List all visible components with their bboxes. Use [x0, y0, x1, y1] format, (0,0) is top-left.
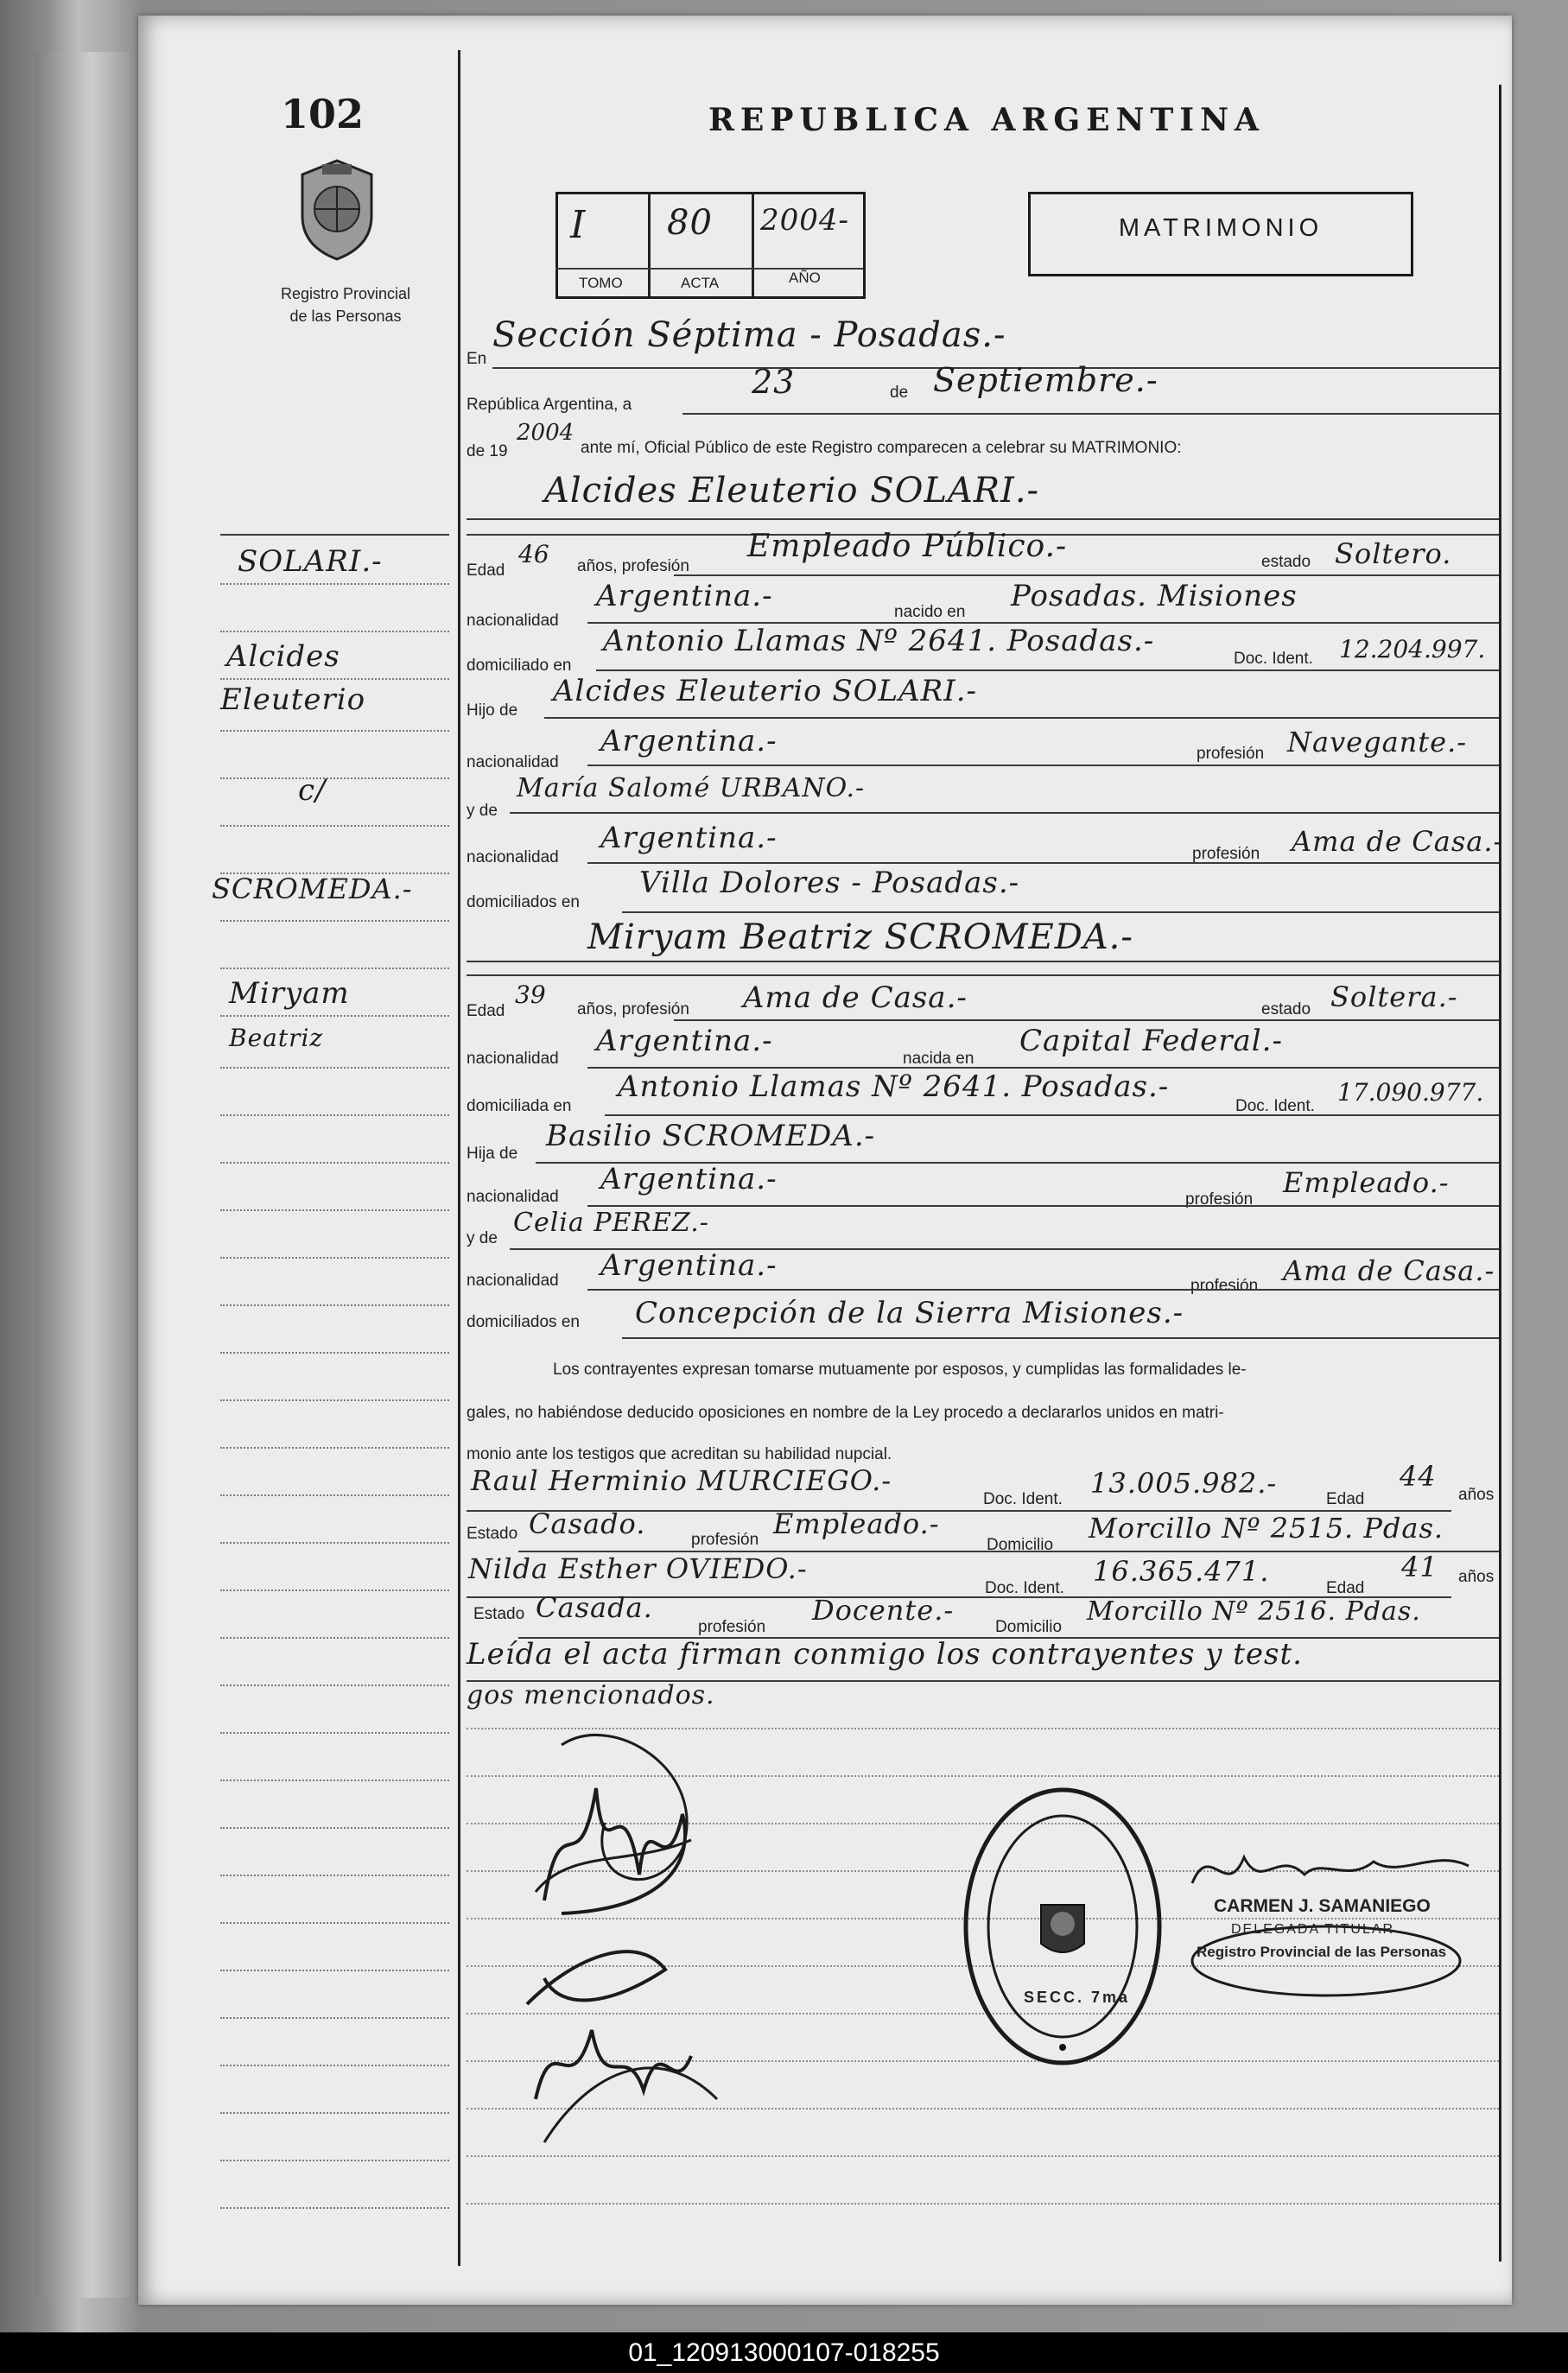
image-id-footer: 01_120913000107-018255 — [0, 2332, 1568, 2373]
month-value: Septiembre.- — [933, 361, 1159, 399]
margin-ruled-line — [220, 2112, 449, 2115]
bride-yde-label: y de — [467, 1229, 498, 1247]
bride-anos-label: años, profesión — [577, 1000, 689, 1018]
witness2-status: Casada. — [536, 1591, 653, 1624]
groom-doc: 12.204.997. — [1339, 635, 1486, 663]
witness2-doc: 16.365.471. — [1093, 1555, 1270, 1588]
witness2-anos-label: años — [1458, 1568, 1495, 1586]
witness2-age: 41 — [1401, 1551, 1438, 1583]
margin-ruled-line — [220, 1209, 449, 1212]
declaration-line3: monio ante los testigos que acreditan su habilidad nupcial. — [467, 1445, 892, 1463]
rule — [544, 717, 1499, 719]
groom-father-nat-label: nacionalidad — [467, 753, 559, 771]
groom-domiciliados-label: domiciliados en — [467, 893, 580, 911]
margin-ruled-line — [220, 1922, 449, 1925]
bride-domiciliados-label: domiciliados en — [467, 1313, 580, 1331]
bride-father-prof: Empleado.- — [1283, 1166, 1450, 1199]
bride-mother-prof: Ama de Casa.- — [1283, 1254, 1495, 1287]
box-divider — [648, 192, 651, 296]
witness1-dom-label: Domicilio — [987, 1536, 1054, 1554]
stamp-secc: SECC. 7ma — [1024, 1989, 1131, 2006]
margin-ruled-line — [220, 777, 449, 780]
rule — [467, 961, 1499, 962]
margin-ruled-line — [220, 1352, 449, 1355]
bride-nat-label: nacionalidad — [467, 1050, 559, 1068]
margin-ruled-line — [220, 872, 449, 875]
groom-mother-prof: Ama de Casa.- — [1292, 825, 1504, 858]
groom-age: 46 — [518, 540, 549, 568]
witness1-doc-label: Doc. Ident. — [983, 1490, 1063, 1508]
margin-given1b: Eleuterio — [220, 682, 366, 717]
bride-nacida-label: nacida en — [903, 1050, 974, 1068]
declaration-line1: Los contrayentes expresan tomarse mutuamente por esposos, y cumplidas las formalidades le- — [553, 1361, 1247, 1379]
official-registry: Registro Provincial de las Personas — [1197, 1944, 1447, 1960]
witness2-doc-label: Doc. Ident. — [985, 1579, 1064, 1597]
groom-parents-address: Villa Dolores - Posadas.- — [639, 866, 1020, 900]
registry-line1: Registro Provincial — [280, 285, 411, 302]
margin-top-rule — [220, 534, 449, 536]
groom-edad-label: Edad — [467, 562, 505, 580]
groom-status: Soltero. — [1335, 537, 1452, 570]
right-border — [1499, 85, 1501, 2262]
witness1-estado-label: Estado — [467, 1525, 518, 1543]
margin-ruled-line — [220, 825, 449, 828]
bride-nationality: Argentina.- — [596, 1024, 773, 1058]
day-value: 23 — [752, 363, 796, 401]
margin-ruled-line — [220, 631, 449, 633]
bride-age: 39 — [515, 980, 546, 1009]
margin-ruled-line — [220, 1732, 449, 1735]
margin-ruled-line — [220, 920, 449, 923]
witness1-anos-label: años — [1458, 1486, 1495, 1504]
margin-ruled-line — [220, 1875, 449, 1877]
groom-mother-nat: Argentina.- — [600, 821, 778, 855]
groom-mother-nat-label: nacionalidad — [467, 848, 559, 866]
witness2-profession: Docente.- — [812, 1594, 955, 1627]
official-title: DELEGADA TITULAR — [1231, 1922, 1395, 1937]
bride-address: Antonio Llamas Nº 2641. Posadas.- — [618, 1069, 1170, 1104]
groom-profession: Empleado Público.- — [747, 529, 1068, 564]
margin-ruled-line — [220, 1827, 449, 1830]
bride-mother-nat-label: nacionalidad — [467, 1272, 559, 1290]
margin-ruled-line — [220, 1067, 449, 1069]
groom-nacido-label: nacido en — [894, 603, 966, 621]
margin-ruled-line — [220, 1970, 449, 1972]
bride-mother-prof-label: profesión — [1190, 1277, 1259, 1295]
ruled-line — [467, 2203, 1499, 2205]
declaration-line2: gales, no habiéndose deducido oposiciones en nombre de la Ley procedo a declararlos unidos en matri- — [467, 1404, 1224, 1422]
closing-line1: Leída el acta firman conmigo los contrayentes y test. — [467, 1637, 1303, 1672]
margin-ruled-line — [220, 1399, 449, 1402]
rule — [587, 1289, 1499, 1291]
official-stamp — [959, 1784, 1166, 2069]
bride-mother: Celia PEREZ.- — [513, 1208, 709, 1238]
tomo-label: TOMO — [579, 275, 623, 291]
groom-mother-prof-label: profesión — [1192, 845, 1260, 863]
groom-nat-label: nacionalidad — [467, 612, 559, 630]
margin-ruled-line — [220, 2207, 449, 2210]
margin-ruled-line — [220, 730, 449, 733]
witness1-age: 44 — [1400, 1460, 1437, 1493]
groom-address: Antonio Llamas Nº 2641. Posadas.- — [603, 624, 1155, 658]
witness2-name: Nilda Esther OVIEDO.- — [468, 1552, 808, 1585]
margin-ruled-line — [220, 1304, 449, 1307]
groom-estado-label: estado — [1261, 553, 1311, 571]
groom-father-prof-label: profesión — [1197, 745, 1265, 763]
rule — [682, 413, 1499, 415]
bride-hija-label: Hija de — [467, 1145, 518, 1163]
groom-nationality: Argentina.- — [596, 579, 773, 613]
groom-anos-label: años, profesión — [577, 557, 689, 575]
acta-value: 80 — [667, 203, 713, 243]
bride-full-name: Miryam Beatriz SCROMEDA.- — [587, 917, 1133, 957]
margin-ruled-line — [220, 1114, 449, 1117]
rule — [605, 1114, 1499, 1116]
witness1-name: Raul Herminio MURCIEGO.- — [471, 1464, 892, 1497]
groom-father-nat: Argentina.- — [600, 724, 778, 758]
coat-of-arms-icon — [289, 155, 384, 263]
box-divider — [752, 192, 754, 296]
groom-full-name: Alcides Eleuterio SOLARI.- — [544, 471, 1040, 511]
de19-label: de 19 — [467, 442, 508, 460]
margin-conj: c/ — [298, 773, 327, 808]
margin-ruled-line — [220, 1780, 449, 1782]
margin-given1a: Alcides — [226, 639, 340, 674]
de-label: de — [890, 384, 909, 402]
groom-yde-label: y de — [467, 802, 498, 820]
en-label: En — [467, 350, 487, 368]
bride-parents-address: Concepción de la Sierra Misiones.- — [635, 1296, 1184, 1330]
margin-ruled-line — [220, 2065, 449, 2067]
groom-mother: María Salomé URBANO.- — [517, 773, 866, 803]
rule — [587, 862, 1499, 864]
rule — [587, 765, 1499, 766]
margin-ruled-line — [220, 583, 449, 586]
ano-value: 2004- — [760, 203, 850, 238]
bride-estado-label: estado — [1261, 1000, 1311, 1018]
margin-ruled-line — [220, 1542, 449, 1545]
bride-father: Basilio SCROMEDA.- — [546, 1119, 876, 1153]
witness2-estado-label: Estado — [473, 1605, 525, 1623]
handwritten-signatures — [510, 1693, 734, 2177]
section-value: Sección Séptima - Posadas.- — [492, 315, 1006, 355]
bride-birthplace: Capital Federal.- — [1019, 1024, 1283, 1058]
groom-dom-label: domiciliado en — [467, 657, 572, 675]
margin-divider — [458, 50, 460, 2266]
rule — [587, 1205, 1499, 1207]
country-heading: REPUBLICA ARGENTINA — [708, 102, 1265, 138]
groom-doc-label: Doc. Ident. — [1234, 650, 1313, 668]
statement: ante mí, Oficial Público de este Registro comparecen a celebrar su MATRIMONIO: — [581, 439, 1182, 457]
margin-ruled-line — [220, 2160, 449, 2162]
rule — [596, 669, 1499, 671]
witness1-profession: Empleado.- — [773, 1507, 940, 1540]
witness1-status: Casado. — [529, 1507, 646, 1540]
margin-ruled-line — [220, 1447, 449, 1450]
record-type: MATRIMONIO — [1118, 214, 1324, 242]
margin-surname2: SCROMEDA.- — [212, 872, 413, 905]
groom-father-prof: Navegante.- — [1287, 726, 1468, 758]
margin-ruled-line — [220, 1685, 449, 1687]
groom-father: Alcides Eleuterio SOLARI.- — [553, 674, 978, 708]
margin-given2b: Beatriz — [229, 1024, 324, 1052]
bride-doc-label: Doc. Ident. — [1235, 1097, 1315, 1115]
witness2-edad-label: Edad — [1326, 1579, 1365, 1597]
margin-ruled-line — [220, 678, 449, 681]
bride-status: Soltera.- — [1330, 980, 1458, 1013]
republic-label: República Argentina, a — [467, 396, 632, 414]
bride-dom-label: domiciliada en — [467, 1097, 572, 1115]
margin-ruled-line — [220, 1589, 449, 1592]
bride-profession: Ama de Casa.- — [743, 980, 968, 1015]
groom-birthplace: Posadas. Misiones — [1011, 579, 1298, 613]
rule — [510, 812, 1499, 814]
page-number: 102 — [281, 91, 365, 137]
witness2-address: Morcillo Nº 2516. Pdas. — [1087, 1596, 1421, 1627]
witness2-prof-label: profesión — [698, 1618, 766, 1636]
bride-mother-nat: Argentina.- — [600, 1248, 778, 1283]
witness1-doc: 13.005.982.- — [1090, 1467, 1278, 1500]
witness1-address: Morcillo Nº 2515. Pdas. — [1089, 1512, 1444, 1545]
margin-ruled-line — [220, 1494, 449, 1497]
rule — [467, 518, 1499, 520]
ano-label: AÑO — [789, 270, 821, 286]
margin-ruled-line — [220, 1637, 449, 1640]
rule — [674, 574, 1499, 576]
witness2-dom-label: Domicilio — [995, 1618, 1063, 1636]
registry-line2: de las Personas — [289, 308, 402, 325]
witness1-edad-label: Edad — [1326, 1490, 1365, 1508]
rule — [674, 1019, 1499, 1021]
rule — [587, 1067, 1499, 1069]
book-gutter — [35, 52, 130, 2298]
margin-ruled-line — [220, 2017, 449, 2020]
closing-line2: gos mencionados. — [467, 1680, 715, 1710]
bride-father-nat-label: nacionalidad — [467, 1188, 559, 1206]
acta-label: ACTA — [681, 275, 720, 291]
section-rule — [467, 974, 1499, 976]
bride-doc: 17.090.977. — [1337, 1078, 1484, 1107]
bride-father-prof-label: profesión — [1185, 1190, 1254, 1209]
margin-surname1: SOLARI.- — [238, 544, 383, 579]
margin-given2a: Miryam — [229, 976, 350, 1011]
witness1-prof-label: profesión — [691, 1531, 759, 1549]
margin-ruled-line — [220, 1162, 449, 1164]
margin-ruled-line — [220, 1015, 449, 1018]
groom-hijo-label: Hijo de — [467, 701, 518, 720]
year-value: 2004 — [517, 420, 575, 446]
rule — [622, 911, 1499, 913]
bride-edad-label: Edad — [467, 1002, 505, 1020]
margin-ruled-line — [220, 968, 449, 970]
margin-ruled-line — [220, 1257, 449, 1259]
official-name: CARMEN J. SAMANIEGO — [1214, 1896, 1431, 1916]
rule — [622, 1337, 1499, 1339]
tomo-value: I — [570, 203, 587, 247]
bride-father-nat: Argentina.- — [600, 1162, 778, 1196]
